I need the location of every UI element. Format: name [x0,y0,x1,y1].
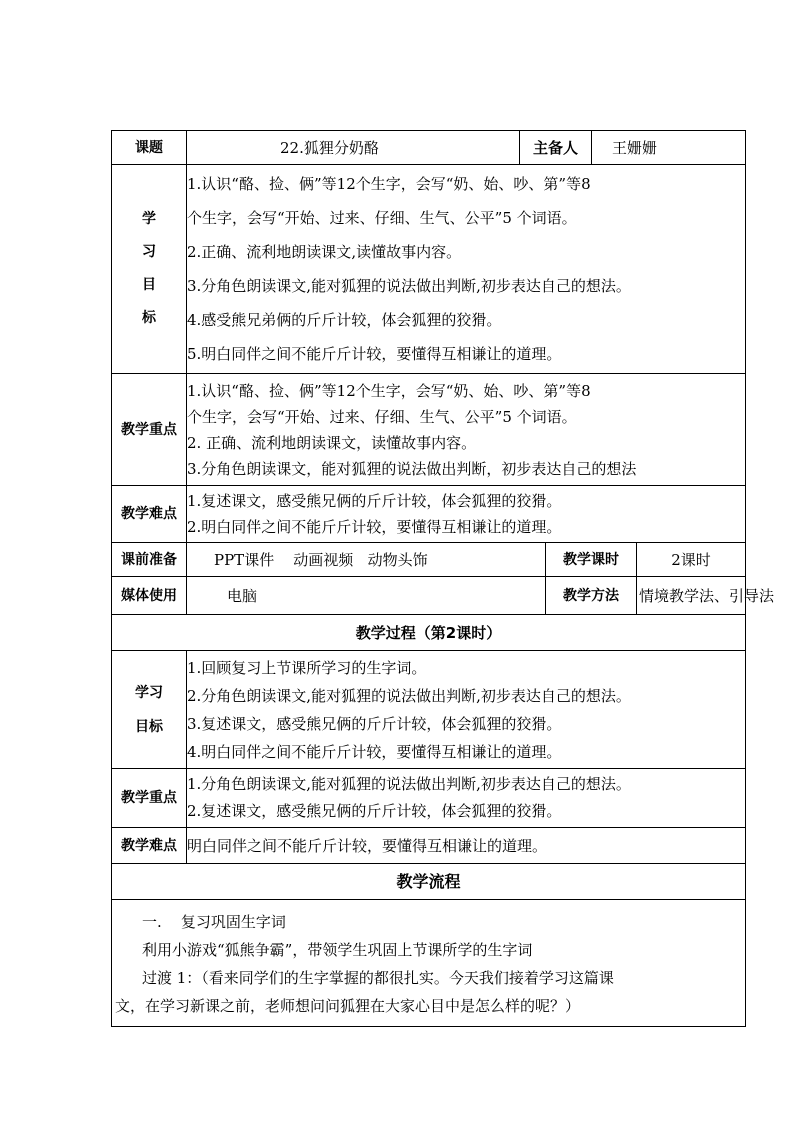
list-item: 个生字，会写“开始、过来、仔细、生气、公平”5 个词语。 [187,209,577,227]
flow-transition-continued: 文，在学习新课之前，老师想问问狐狸在大家心目中是怎么样的呢？） [115,997,581,1015]
preparation-row [112,543,746,577]
flow-transition: 过渡 1：（看来同学们的生字掌握的都很扎实。今天我们接着学习这篇课 [142,969,614,987]
difficulties-row [112,486,746,543]
objectives-label-char: 习 [142,244,156,260]
list-item: 个生字，会写“开始、过来、仔细、生气、公平”5 个词语。 [187,407,577,426]
hours-label: 教学课时 [546,543,637,577]
list-item: 1.回顾复习上节课所学习的生字词。 [187,658,427,677]
list-item: 5.明白同伴之间不能斤斤计较，要懂得互相谦让的道理。 [187,345,562,363]
objectives-label-char: 学 [142,211,156,227]
key-points-row [112,374,746,486]
lesson2-objectives-label-line: 目标 [135,718,163,735]
hours-value: 2课时 [637,543,746,577]
list-item: 1.认识“酪、捡、俩”等12个生字，会写“奶、始、吵、第”等8 [187,381,591,400]
flow-section-heading: 一. 复习巩固生字词 [142,913,286,931]
flow-title: 教学流程 [112,864,746,900]
process-title-row [112,615,746,651]
objectives-label-char: 目 [142,277,156,293]
media-label: 媒体使用 [112,577,187,615]
list-item: 4.明白同伴之间不能斤斤计较，要懂得互相谦让的道理。 [187,742,562,761]
media-value: 电脑 [187,577,546,615]
list-item: 2.复述课文，感受熊兄俩的斤斤计较，体会狐狸的狡猾。 [187,802,562,820]
preparer-value: 王姗姗 [592,131,746,165]
list-item: 3.分角色朗读课文，能对狐狸的说法做出判断，初步表达自己的想法 [187,459,637,478]
topic-value: 22.狐狸分奶酪 [187,131,520,165]
objectives-label-char: 标 [142,310,156,326]
topic-label: 课题 [112,131,187,165]
list-item: 4.感受熊兄弟俩的斤斤计较，体会狐狸的狡猾。 [187,311,502,329]
lesson2-difficulty-row [112,828,746,864]
flow-content [112,900,746,1027]
lesson2-difficulty-label: 教学难点 [112,828,187,864]
list-item: 3.复述课文，感受熊兄俩的斤斤计较，体会狐狸的狡猾。 [187,714,562,733]
lesson2-difficulty-value: 明白同伴之间不能斤斤计较，要懂得互相谦让的道理。 [187,828,746,864]
difficulties-label: 教学难点 [112,486,187,543]
key-points-label: 教学重点 [112,374,187,486]
preparation-label: 课前准备 [112,543,187,577]
process-title: 教学过程（第2课时） [112,615,746,651]
difficulties-list [187,486,746,543]
list-item: 1.复述课文，感受熊兄俩的斤斤计较，体会狐狸的狡猾。 [187,492,562,510]
topic-row [112,131,746,165]
list-item: 1.认识“酪、捡、俩”等12个生字，会写“奶、始、吵、第”等8 [187,175,591,193]
lesson2-objectives-list [187,651,746,769]
list-item: 1.分角色朗读课文,能对狐狸的说法做出判断,初步表达自己的想法。 [187,775,631,793]
list-item: 2. 正确、流利地朗读课文，读懂故事内容。 [187,433,477,452]
media-row [112,577,746,615]
lesson-plan-table [111,130,775,1027]
flow-content-row [112,900,746,1027]
preparer-label: 主备人 [520,131,592,165]
preparation-value: PPT课件 动画视频 动物头饰 [187,543,546,577]
flow-line: 利用小游戏“狐熊争霸”，带领学生巩固上节课所学的生字词 [142,941,533,959]
lesson2-objectives-row [112,651,746,769]
objectives-label [112,165,187,374]
method-value: 情境教学法、引导法 [637,577,746,615]
lesson2-key-label: 教学重点 [112,769,187,828]
lesson2-key-row [112,769,746,828]
list-item: 2.正确、流利地朗读课文,读懂故事内容。 [187,243,462,261]
method-label: 教学方法 [546,577,637,615]
flow-title-row [112,864,746,900]
lesson2-key-list [187,769,746,828]
lesson2-objectives-label-line: 学习 [135,684,163,701]
list-item: 3.分角色朗读课文,能对狐狸的说法做出判断,初步表达自己的想法。 [187,277,631,295]
list-item: 2.分角色朗读课文,能对狐狸的说法做出判断,初步表达自己的想法。 [187,686,631,705]
objectives-list [187,165,746,374]
list-item: 2.明白同伴之间不能斤斤计较，要懂得互相谦让的道理。 [187,518,562,536]
lesson2-objectives-label [112,651,187,769]
objectives-row [112,165,746,374]
key-points-list [187,374,746,486]
